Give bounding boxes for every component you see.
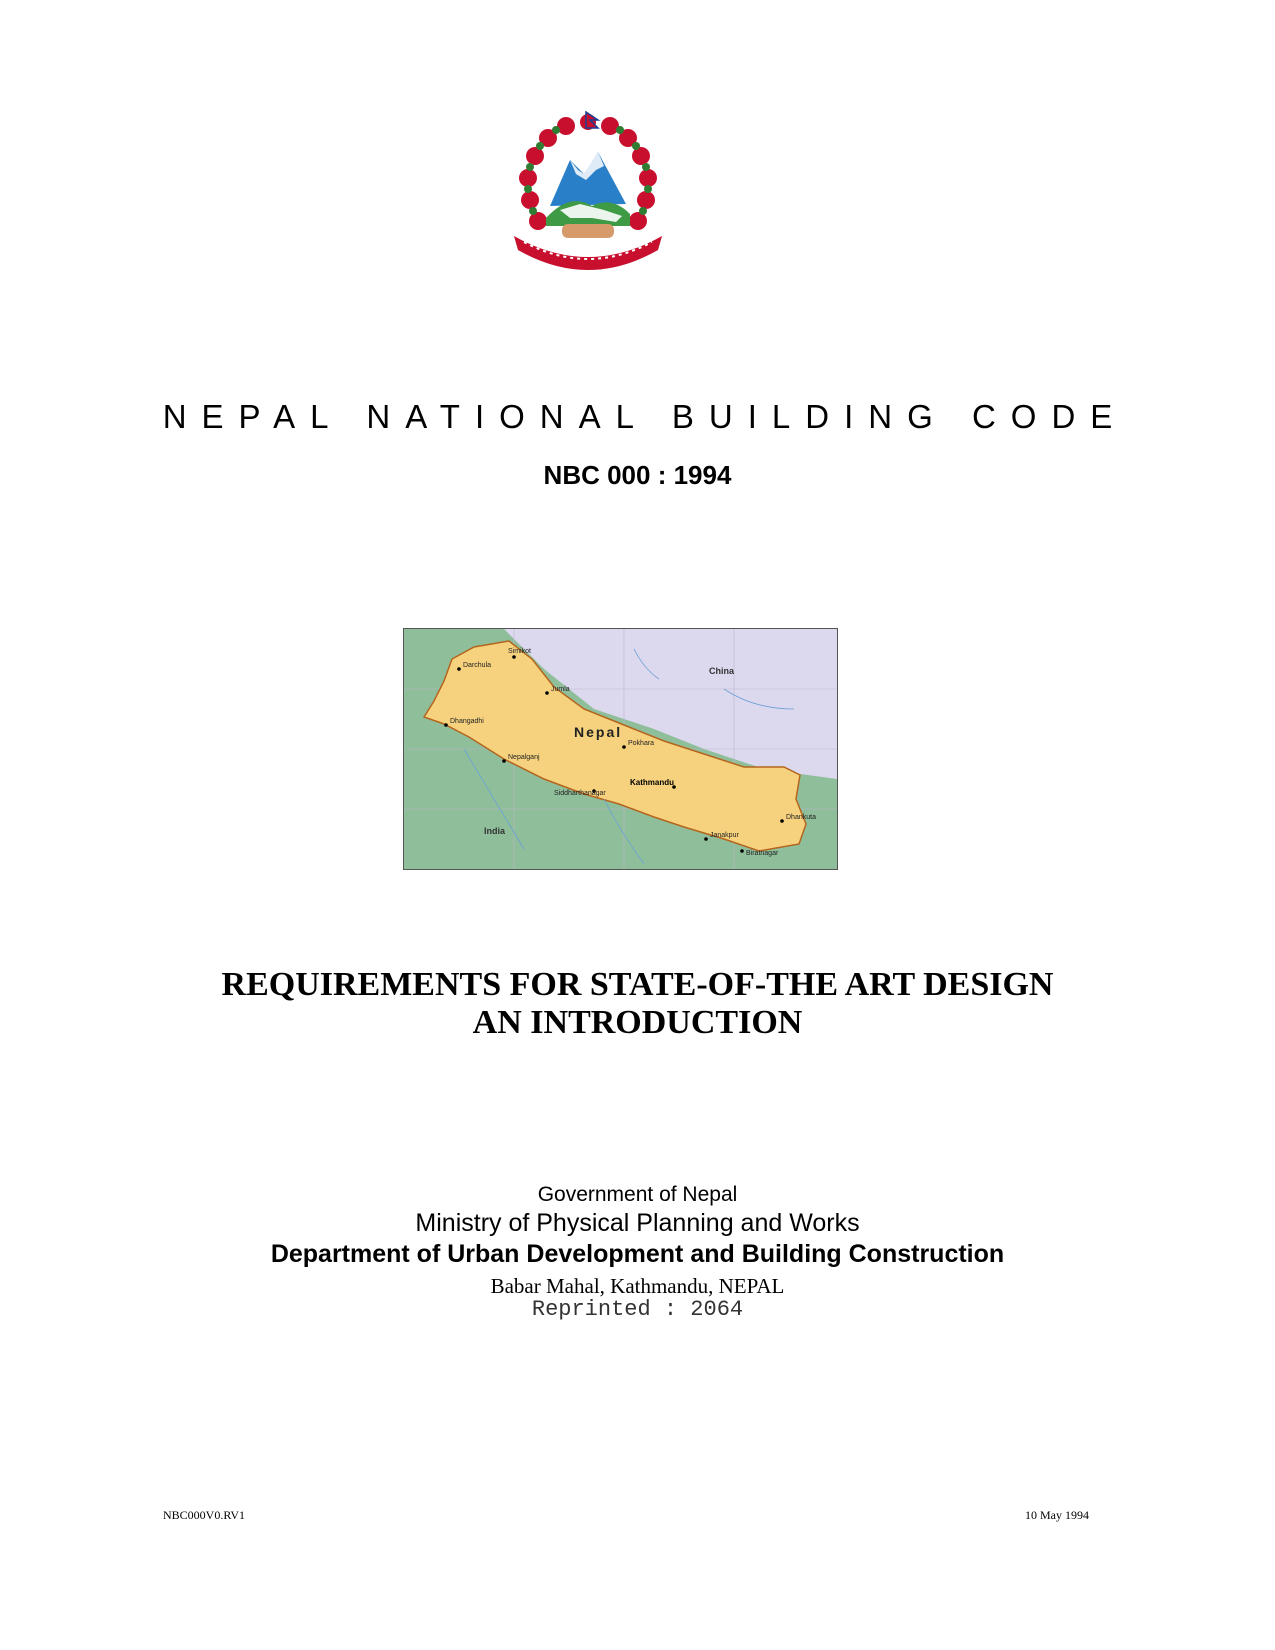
reprint-note: Reprinted : 2064: [531, 1297, 744, 1322]
heading-line-1: REQUIREMENTS FOR STATE-OF-THE ART DESIGN: [221, 966, 1054, 1003]
map-label-janakpur: Janakpur: [710, 832, 739, 839]
document-code: NBC 000 : 1994: [543, 460, 732, 490]
map-label-india: India: [484, 826, 506, 836]
map-label-jumla: Jumla: [551, 686, 570, 693]
footer-date: 10 May 1994: [1025, 1508, 1089, 1522]
nepal-emblem: [500, 108, 676, 280]
map-label-bhairahawa: Siddharthanagar: [554, 790, 606, 797]
map-label-biratnagar: Biratnagar: [746, 850, 779, 857]
map-label-kathmandu: Kathmandu: [630, 778, 674, 787]
map-label-nepalganj: Nepalganj: [508, 754, 540, 761]
nepal-map: [403, 628, 838, 870]
map-label-china: China: [709, 666, 735, 676]
map-label-darchula: Darchula: [463, 662, 492, 669]
map-label-pokhara: Pokhara: [628, 740, 655, 747]
department-name: Department of Urban Development and Building Construction: [270, 1240, 1005, 1268]
footer-doc-id: NBC000V0.RV1: [163, 1508, 246, 1522]
map-label-humla: Simikot: [508, 648, 531, 655]
government-name: Government of Nepal: [537, 1183, 738, 1206]
heading-line-2: AN INTRODUCTION: [472, 1004, 803, 1041]
address: Babar Mahal, Kathmandu, NEPAL: [490, 1274, 785, 1298]
document-title: NEPAL NATIONAL BUILDING CODE: [162, 398, 1128, 435]
ministry-name: Ministry of Physical Planning and Works: [415, 1209, 860, 1237]
map-label-dhankuta: Dhankuta: [786, 814, 816, 821]
map-label-dhangadhi: Dhangadhi: [450, 718, 484, 725]
map-label-nepal: Nepal: [574, 724, 623, 740]
